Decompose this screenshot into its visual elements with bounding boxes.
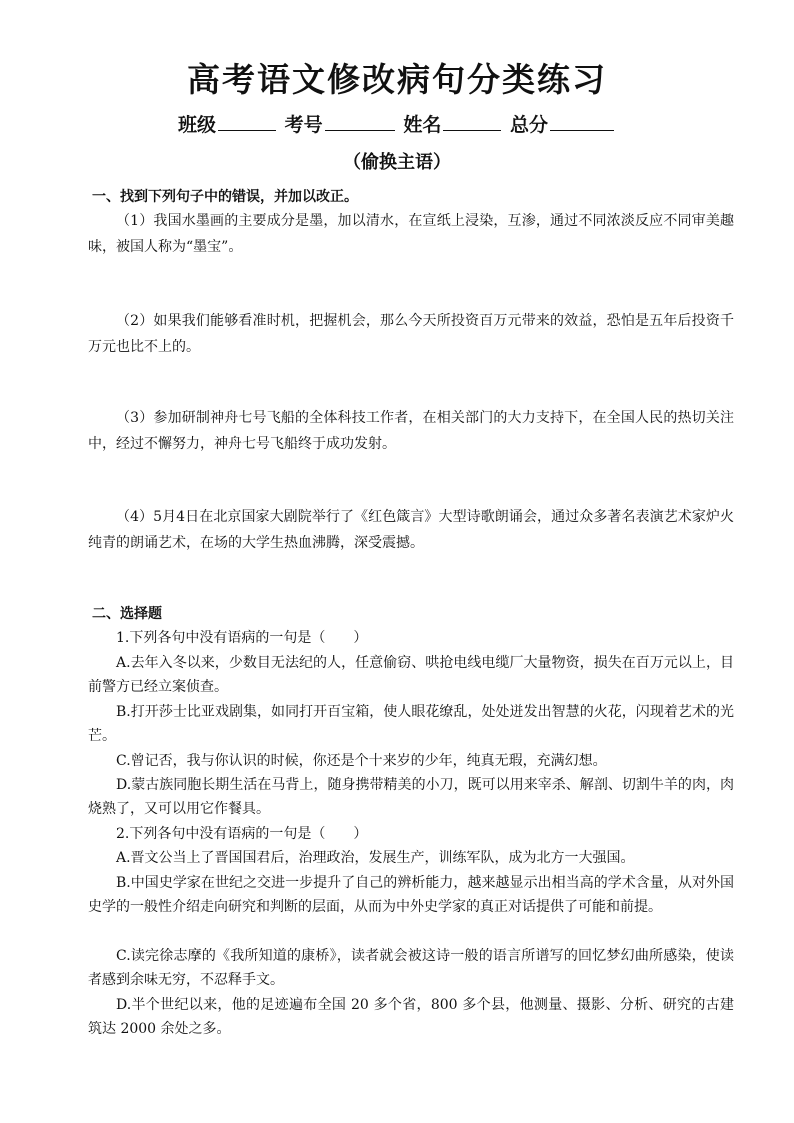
question-1-stem: 1.下列各句中没有语病的一句是（ ） [116, 630, 368, 646]
section2-heading: 二、选择题 [92, 606, 162, 622]
score-label: 总分 [509, 114, 548, 136]
name-label: 姓名 [403, 114, 442, 136]
exercise-item-2: （2）如果我们能够看准时机，把握机会，那么今天所投资百万元带来的效益，恐怕是五年后投资千万元也比不上的。 [88, 313, 734, 355]
exercise-item-4: （4）5月4日在北京国家大剧院举行了《红色箴言》大型诗歌朗诵会，通过众多著名表演艺术家炉火纯青的朗诵艺术，在场的大学生热血沸腾，深受震撼。 [88, 509, 734, 551]
exercise-item-3: （3）参加研制神舟七号飞船的全体科技工作者，在相关部门的大力支持下，在全国人民的热切关注中，经过不懈努力，神舟七号飞船终于成功发射。 [88, 410, 734, 452]
question-2-option-b: B.中国史学家在世纪之交进一步提升了自己的辨析能力，越来越显示出相当高的学术含量，从对外国史学的一般性介绍走向研究和判断的层面，从而为中外史学家的真正对话提供了可能和前提。 [88, 875, 734, 915]
exam-no-label: 考号 [284, 114, 323, 136]
exam-no-blank[interactable] [325, 110, 395, 131]
page-subtitle: （偷换主语） [343, 152, 451, 173]
page-title: 高考语文修改病句分类练习 [187, 60, 607, 99]
question-1-option-d: D.蒙古族同胞长期生活在马背上，随身携带精美的小刀，既可以用来宰杀、解剖、切割牛羊的肉，肉烧熟了，又可以用它作餐具。 [88, 777, 734, 817]
student-info-line [0, 110, 794, 139]
class-label: 班级 [178, 114, 217, 136]
question-2-option-a: A.晋文公当上了晋国国君后，治理政治，发展生产，训练军队，成为北方一大强国。 [116, 850, 635, 866]
score-blank[interactable] [550, 110, 614, 131]
question-2-option-c: C.读完徐志摩的《我所知道的康桥》，读者就会被这诗一般的语言所谱写的回忆梦幻曲所感染，使读者感到余味无穷，不忍释手文。 [88, 948, 734, 988]
section1-heading: 一、找到下列句子中的错误，并加以改正。 [92, 189, 358, 205]
question-1-option-a: A.去年入冬以来，少数目无法纪的人，任意偷窃、哄抢电线电缆厂大量物资，损失在百万元以上，目前警方已经立案侦查。 [88, 655, 734, 695]
exercise-item-1: （1）我国水墨画的主要成分是墨，加以清水，在宣纸上浸染，互渗，通过不同浓淡反应不同审美趣味，被国人称为“墨宝”。 [88, 213, 734, 255]
class-blank[interactable] [218, 110, 276, 131]
question-1-option-c: C.曾记否，我与你认识的时候，你还是个十来岁的少年，纯真无瑕，充满幻想。 [116, 753, 607, 769]
question-2-stem: 2.下列各句中没有语病的一句是（ ） [116, 826, 368, 842]
name-blank[interactable] [443, 110, 501, 131]
question-2-option-d: D.半个世纪以来，他的足迹遍布全国 20 多个省，800 多个县，他测量、摄影、分析、研究的古建筑达 2000 余处之多。 [88, 997, 734, 1037]
question-1-option-b: B.打开莎士比亚戏剧集，如同打开百宝箱，使人眼花缭乱，处处迸发出智慧的火花，闪现着艺术的光芒。 [88, 704, 734, 744]
